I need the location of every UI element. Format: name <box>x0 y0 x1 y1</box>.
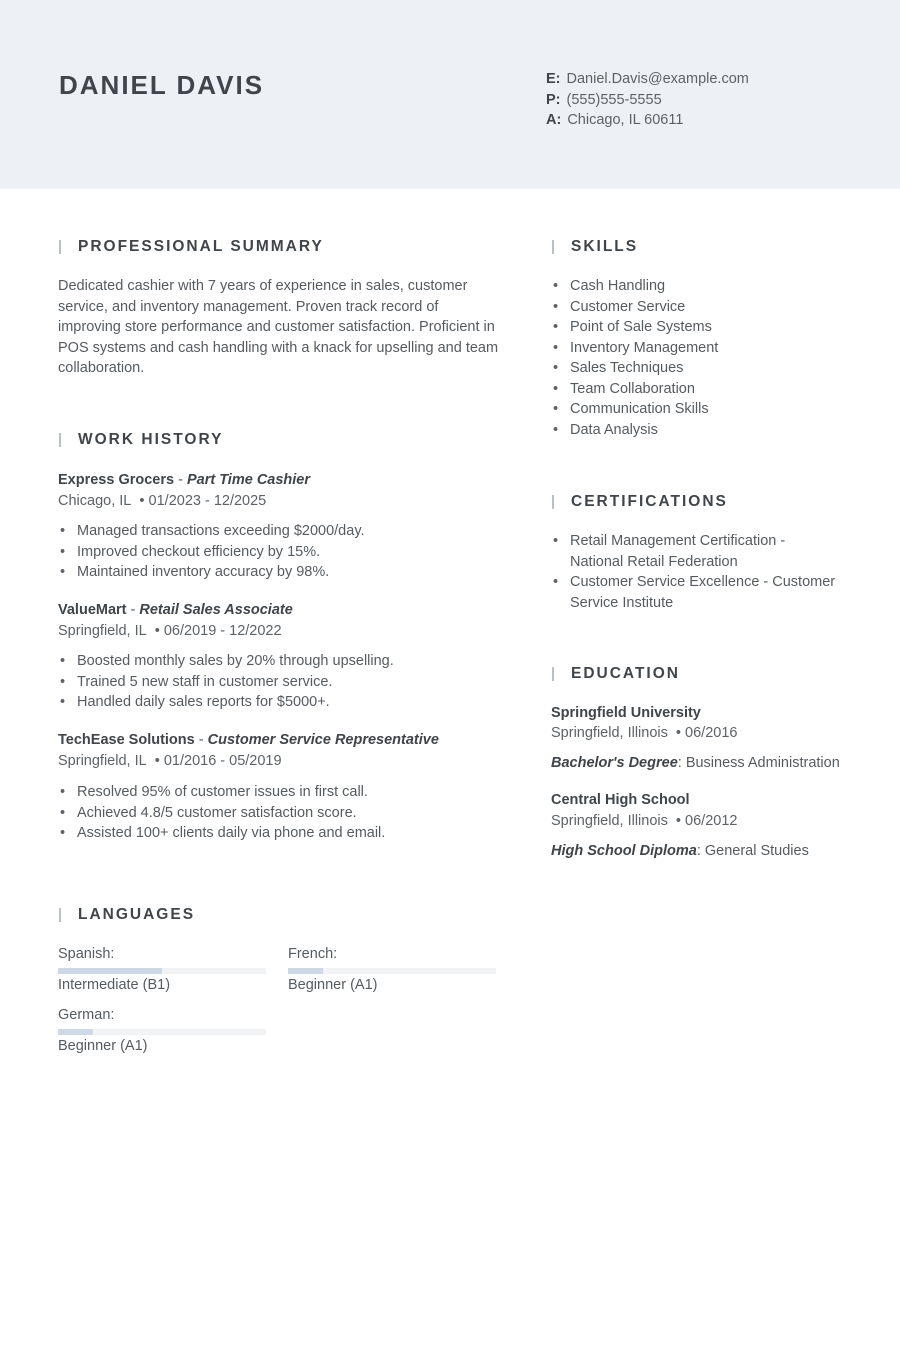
list-item: • Inventory Management <box>551 338 851 359</box>
proficiency-fill <box>288 968 323 974</box>
contact-label: A: <box>546 112 562 128</box>
proficiency-fill <box>58 1029 93 1035</box>
contact-email <box>546 69 749 90</box>
list-item: • Improved checkout efficiency by 15%. <box>58 542 503 563</box>
job-dates: 01/2016 - 05/2019 <box>163 753 282 769</box>
edu-location: Springfield, Illinois <box>551 725 668 741</box>
candidate-name: DANIEL DAVIS <box>59 70 265 100</box>
summary-heading: PROFESSIONAL SUMMARY <box>59 237 324 257</box>
cert-line: Service Institute <box>570 594 674 611</box>
list-item: • Achieved 4.8/5 customer satisfaction score. <box>58 803 503 824</box>
job-company: TechEase Solutions <box>58 732 195 748</box>
edu-date: 06/2012 <box>685 813 738 829</box>
list-item: • Assisted 100+ clients daily via phone and email. <box>58 823 503 844</box>
certifications-heading: CERTIFICATIONS <box>552 492 728 512</box>
job-meta: Springfield, IL • 01/2016 - 05/2019 <box>58 753 282 769</box>
contact-phone <box>546 90 749 111</box>
list-item <box>551 572 871 613</box>
contact-address <box>546 110 749 131</box>
summary-line: collaboration. <box>58 360 145 376</box>
job-location: Springfield, IL <box>58 623 147 639</box>
list-item: • Data Analysis <box>551 420 851 441</box>
job-location: Springfield, IL <box>58 753 147 769</box>
proficiency-bar <box>58 968 266 974</box>
list-item: • Maintained inventory accuracy by 98%. <box>58 562 503 583</box>
skills-list <box>551 276 851 440</box>
job-company: ValueMart <box>58 602 127 618</box>
edu-degree: High School Diploma <box>551 843 697 859</box>
job-separator: - <box>126 602 140 618</box>
list-item: • Team Collaboration <box>551 379 851 400</box>
cert-line: Customer Service Excellence - Customer <box>570 574 836 590</box>
edu-degree-line <box>551 753 840 773</box>
list-item: • Handled daily sales reports for $5000+. <box>58 692 503 713</box>
job-title: Part Time Cashier <box>186 472 311 488</box>
edu-date: 06/2016 <box>685 725 738 741</box>
list-item: • Boosted monthly sales by 20% through upselling. <box>58 651 503 672</box>
list-item: • Sales Techniques <box>551 358 851 379</box>
list-item: • Customer Service <box>551 297 851 318</box>
proficiency-bar <box>288 968 496 974</box>
summary-line: improving store performance and customer satisfaction. Proficient in <box>58 319 495 335</box>
language-spanish <box>58 944 266 995</box>
work-history-heading: WORK HISTORY <box>59 430 223 450</box>
job-company: Express Grocers <box>58 472 175 488</box>
contact-label: P: <box>546 91 561 108</box>
summary-line: Dedicated cashier with 7 years of experience in sales, customer <box>58 278 468 294</box>
contact-label: E: <box>546 71 561 87</box>
job-header <box>58 730 439 750</box>
job-dates: 01/2023 - 12/2025 <box>148 493 267 509</box>
edu-meta: Springfield, Illinois • 06/2012 <box>551 813 738 829</box>
job-location: Chicago, IL <box>58 493 132 509</box>
summary-line: POS systems and cash handling with a knack for upselling and team <box>58 339 499 356</box>
contact-info <box>546 69 749 131</box>
summary-line: service, and inventory management. Proven track record of <box>58 298 439 315</box>
cert-line: National Retail Federation <box>570 553 738 570</box>
address-value: Chicago, IL 60611 <box>567 112 684 128</box>
resume-header <box>0 0 900 189</box>
edu-field: : General Studies <box>696 843 809 859</box>
job-title: Customer Service Representative <box>207 732 439 748</box>
job-separator: - <box>174 472 187 488</box>
language-name: French: <box>288 946 338 962</box>
language-level: Intermediate (B1) <box>58 977 171 993</box>
job-meta: Springfield, IL • 06/2019 - 12/2022 <box>58 623 282 639</box>
edu-field: : Business Administration <box>677 755 840 771</box>
edu-meta: Springfield, Illinois • 06/2016 <box>551 725 738 741</box>
proficiency-bar <box>58 1029 266 1035</box>
phone-value: (555)555-5555 <box>566 91 662 108</box>
job-separator: - <box>194 732 208 748</box>
languages-heading: LANGUAGES <box>59 905 195 925</box>
edu-school: Central High School <box>551 792 690 808</box>
edu-location: Springfield, Illinois <box>551 813 668 829</box>
edu-degree: Bachelor's Degree <box>551 755 678 771</box>
list-item: • Managed transactions exceeding $2000/day. <box>58 521 503 542</box>
list-item: • Cash Handling <box>551 276 851 297</box>
job-bullets <box>58 521 503 583</box>
cert-line: Retail Management Certification - <box>570 533 786 549</box>
certifications-list <box>551 531 871 613</box>
job-bullets <box>58 651 503 713</box>
email-value: Daniel.Davis@example.com <box>566 71 749 87</box>
education-heading: EDUCATION <box>552 664 680 684</box>
job-title: Retail Sales Associate <box>139 602 293 618</box>
summary-text <box>58 276 503 379</box>
list-item: • Communication Skills <box>551 399 851 420</box>
list-item: • Trained 5 new staff in customer service. <box>58 672 503 693</box>
edu-school: Springfield University <box>551 705 701 721</box>
list-item <box>551 531 871 572</box>
language-level: Beginner (A1) <box>58 1038 148 1054</box>
language-name: Spanish: <box>58 946 115 962</box>
skills-heading: SKILLS <box>552 237 638 257</box>
edu-degree-line <box>551 841 809 861</box>
language-french <box>288 944 496 995</box>
language-name: German: <box>58 1007 115 1023</box>
language-level: Beginner (A1) <box>288 977 378 993</box>
job-header <box>58 600 293 620</box>
list-item: • Resolved 95% of customer issues in first call. <box>58 782 503 803</box>
job-header <box>58 470 310 490</box>
proficiency-fill <box>58 968 162 974</box>
job-bullets <box>58 782 503 844</box>
job-meta: Chicago, IL • 01/2023 - 12/2025 <box>58 493 267 509</box>
list-item: • Point of Sale Systems <box>551 317 851 338</box>
job-dates: 06/2019 - 12/2022 <box>163 623 282 639</box>
language-german <box>58 1005 266 1056</box>
